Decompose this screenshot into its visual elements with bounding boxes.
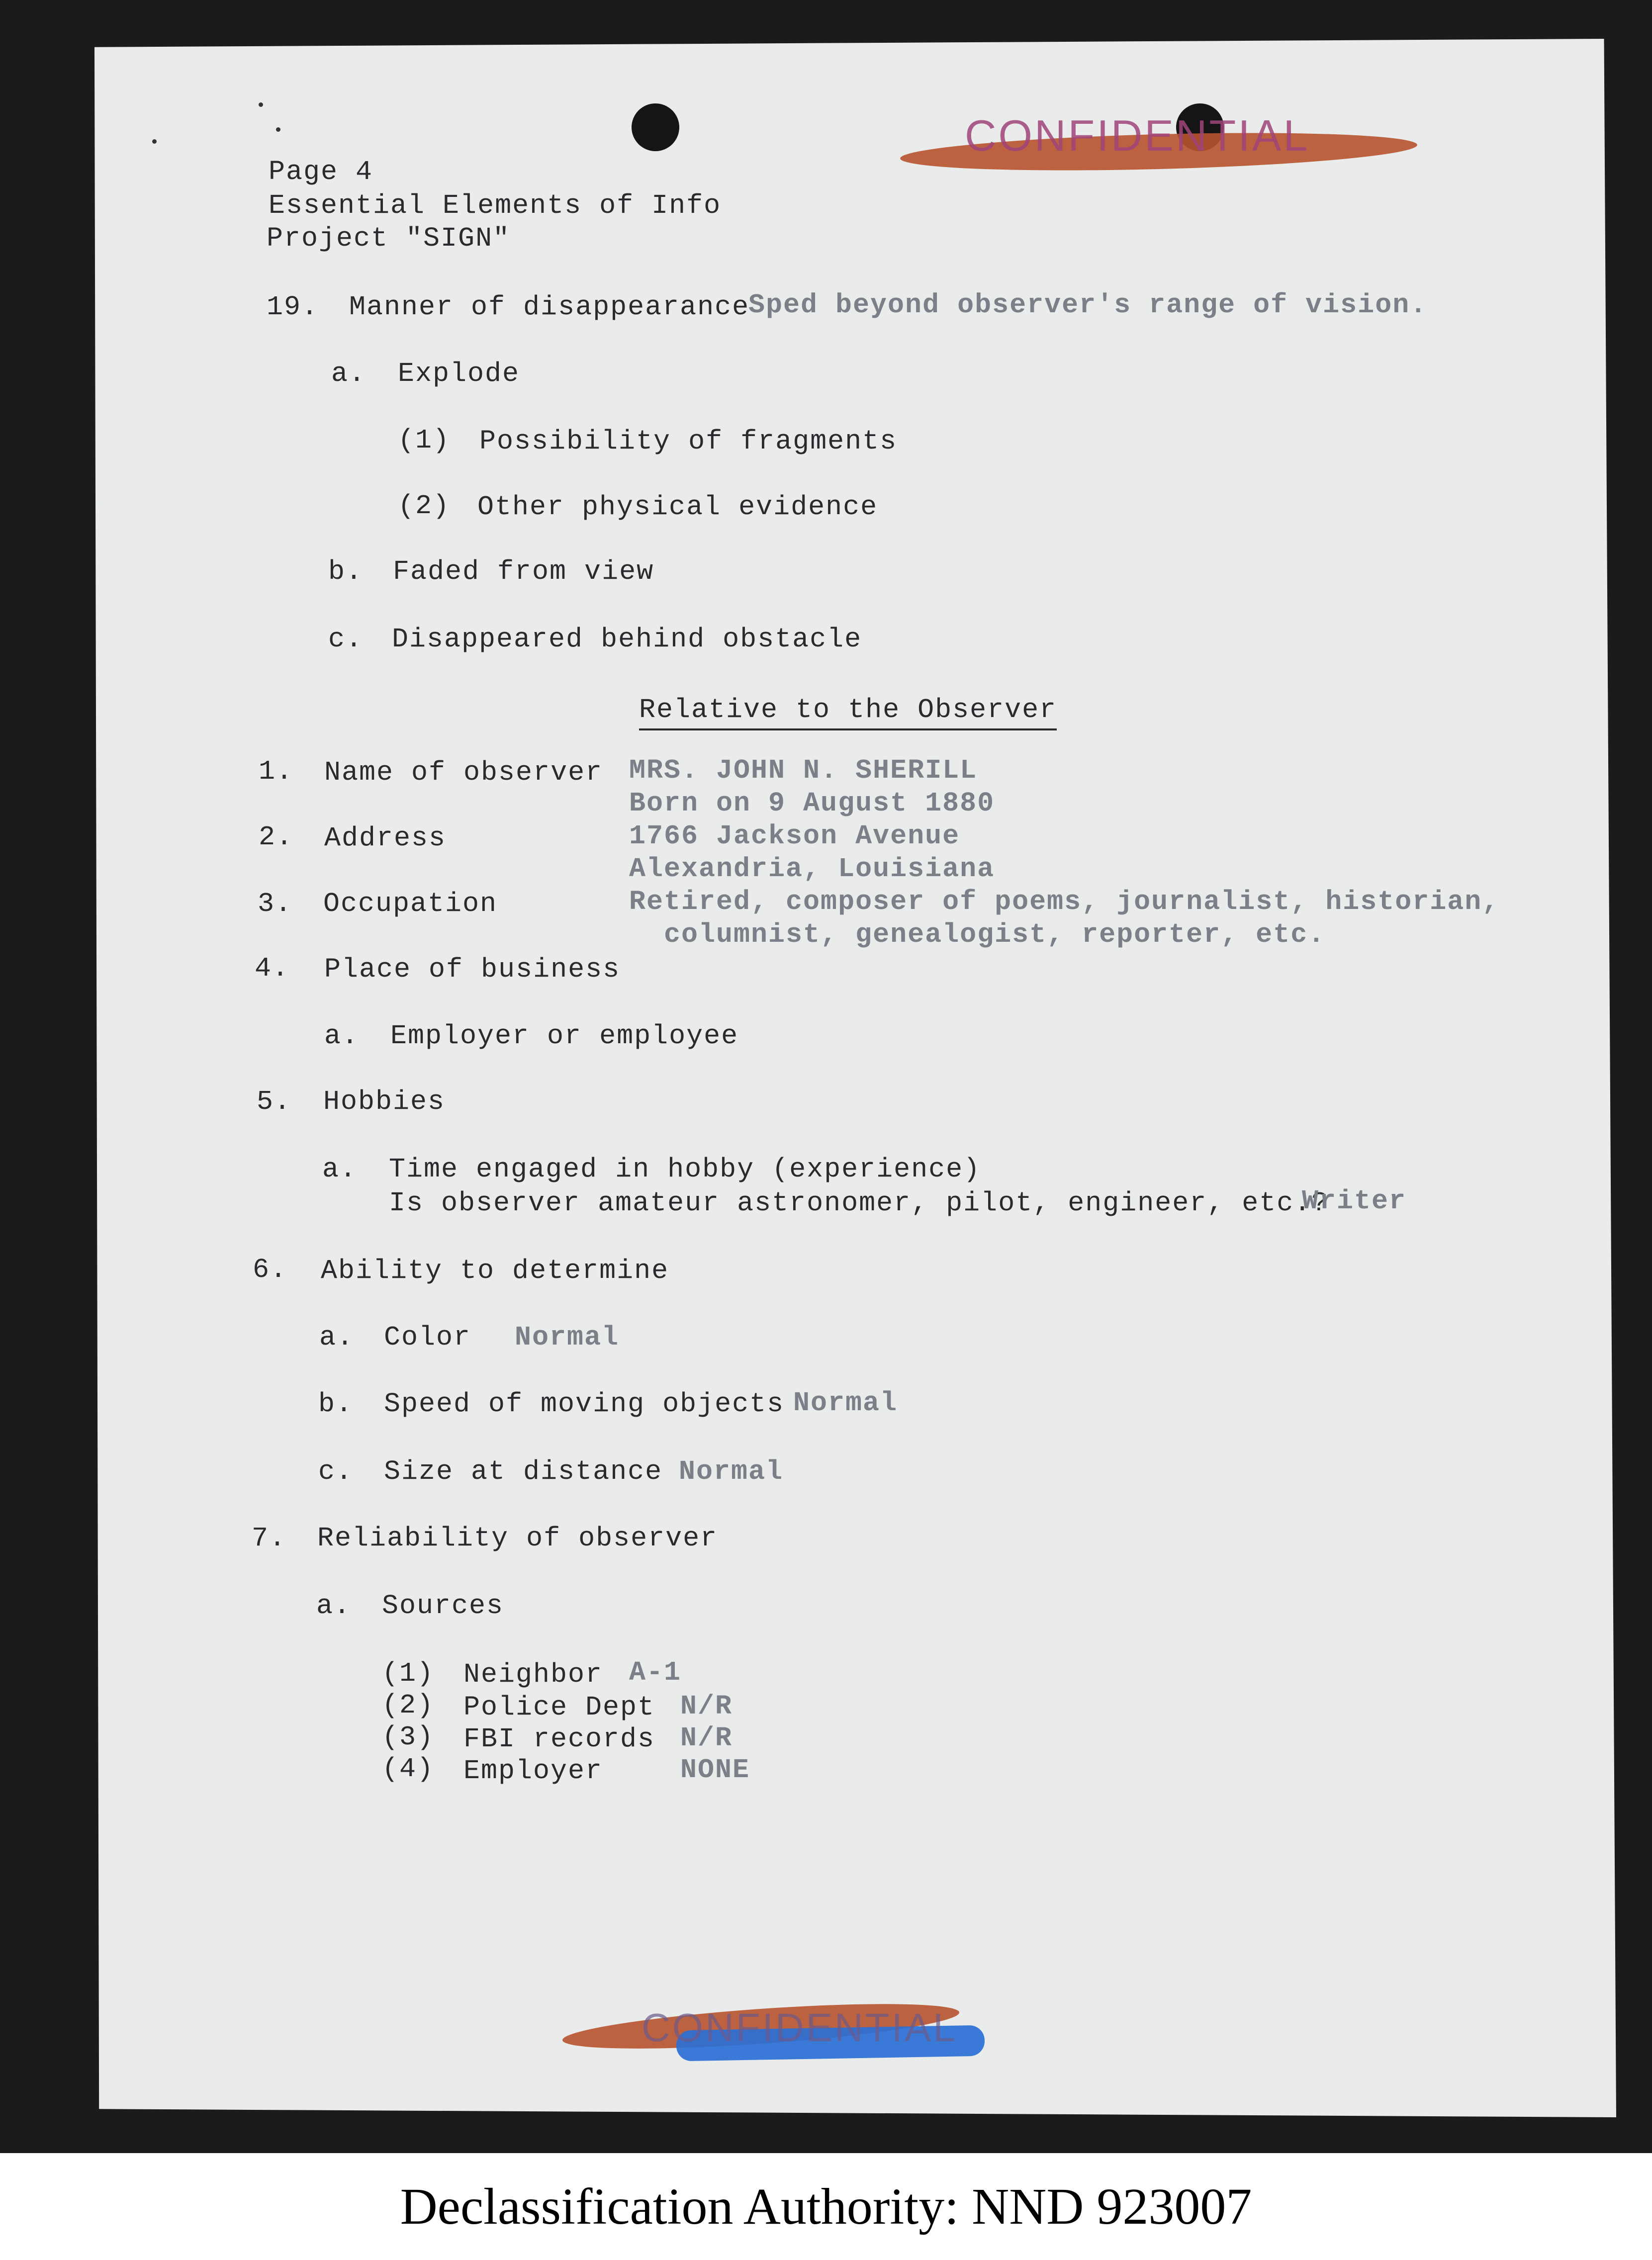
document-page bbox=[94, 39, 1616, 2117]
source-label: FBI records bbox=[463, 1723, 655, 1755]
observer-occupation-line2: columnist, genealogist, reporter, etc. bbox=[664, 919, 1326, 950]
section-heading: Relative to the Observer bbox=[639, 696, 1057, 730]
q6c-answer: Normal bbox=[679, 1456, 784, 1487]
observer-born: Born on 9 August 1880 bbox=[629, 788, 995, 819]
top-confidential-stamp: CONFIDENTIAL bbox=[965, 111, 1310, 160]
item-19a-label: Explode bbox=[398, 358, 520, 389]
source-key: (2) bbox=[382, 1690, 435, 1721]
source-key: (4) bbox=[382, 1753, 435, 1785]
q2-label: Address bbox=[324, 822, 447, 854]
q7-number: 7. bbox=[252, 1523, 287, 1554]
item-19a-key: a. bbox=[331, 358, 367, 389]
q6c-key: c. bbox=[318, 1456, 354, 1487]
bottom-confidential-stamp: CONFIDENTIAL bbox=[642, 2005, 957, 2050]
observer-name: MRS. JOHN N. SHERILL bbox=[629, 755, 978, 786]
q5-number: 5. bbox=[257, 1086, 292, 1117]
q3-number: 3. bbox=[258, 888, 293, 919]
source-label: Employer bbox=[463, 1755, 603, 1787]
q6a-key: a. bbox=[319, 1322, 355, 1353]
observer-address-line2: Alexandria, Louisiana bbox=[629, 853, 995, 885]
q5a-question: Is observer amateur astronomer, pilot, engineer, etc.? bbox=[389, 1187, 1329, 1219]
q6-label: Ability to determine bbox=[321, 1255, 669, 1286]
q4-number: 4. bbox=[255, 953, 290, 984]
page-number: Page 4 bbox=[269, 156, 373, 187]
observer-address-line1: 1766 Jackson Avenue bbox=[629, 820, 960, 852]
item-19-number: 19. bbox=[267, 291, 319, 323]
footer-bar bbox=[0, 2153, 1652, 2260]
item-19a1-label: Possibility of fragments bbox=[479, 426, 898, 457]
q6a-label: Color bbox=[384, 1322, 471, 1353]
q2-number: 2. bbox=[259, 821, 294, 853]
q6a-answer: Normal bbox=[515, 1322, 620, 1353]
item-19-answer: Sped beyond observer's range of vision. bbox=[748, 289, 1428, 321]
source-answer: A-1 bbox=[629, 1657, 682, 1688]
item-19b-key: b. bbox=[328, 556, 364, 587]
source-label: Neighbor bbox=[463, 1659, 603, 1690]
source-answer: N/R bbox=[680, 1691, 733, 1722]
item-19c-label: Disappeared behind obstacle bbox=[392, 624, 862, 655]
item-19a2-key: (2) bbox=[398, 490, 451, 522]
q1-label: Name of observer bbox=[324, 757, 603, 788]
q5a-key: a. bbox=[322, 1154, 358, 1185]
project-name: Project "SIGN" bbox=[267, 223, 511, 254]
q1-number: 1. bbox=[259, 756, 294, 787]
q5a-label: Time engaged in hobby (experience) bbox=[389, 1154, 981, 1185]
q4a-key: a. bbox=[324, 1020, 360, 1052]
item-19c-key: c. bbox=[328, 624, 364, 655]
source-key: (1) bbox=[382, 1658, 435, 1689]
item-19a2-label: Other physical evidence bbox=[477, 491, 878, 523]
q3-label: Occupation bbox=[323, 888, 498, 919]
q7-label: Reliability of observer bbox=[317, 1523, 718, 1554]
observer-occupation-line1: Retired, composer of poems, journalist, historian, bbox=[629, 886, 1500, 917]
declassification-authority: Declassification Authority: NND 923007 bbox=[400, 2178, 1252, 2235]
q4a-label: Employer or employee bbox=[390, 1020, 739, 1052]
margin-speck bbox=[152, 139, 157, 144]
q6b-label: Speed of moving objects bbox=[384, 1388, 785, 1420]
q6c-label: Size at distance bbox=[384, 1456, 663, 1487]
margin-speck bbox=[259, 102, 263, 107]
q6b-key: b. bbox=[318, 1388, 354, 1420]
q7a-label: Sources bbox=[382, 1590, 504, 1622]
q7a-key: a. bbox=[316, 1590, 352, 1622]
source-key: (3) bbox=[382, 1721, 435, 1753]
item-19b-label: Faded from view bbox=[393, 556, 654, 587]
q6b-answer: Normal bbox=[793, 1387, 898, 1419]
source-answer: N/R bbox=[680, 1722, 733, 1754]
source-answer: NONE bbox=[680, 1754, 750, 1786]
margin-speck bbox=[276, 127, 280, 132]
item-19-label: Manner of disappearance bbox=[349, 291, 750, 323]
q5-label: Hobbies bbox=[323, 1086, 446, 1117]
source-label: Police Dept bbox=[463, 1692, 655, 1723]
q6-number: 6. bbox=[253, 1254, 288, 1285]
document-title: Essential Elements of Info bbox=[269, 190, 722, 221]
punch-hole-left bbox=[632, 103, 679, 151]
q5a-answer: Writer bbox=[1302, 1185, 1407, 1217]
q4-label: Place of business bbox=[324, 954, 621, 985]
item-19a1-key: (1) bbox=[398, 425, 451, 456]
